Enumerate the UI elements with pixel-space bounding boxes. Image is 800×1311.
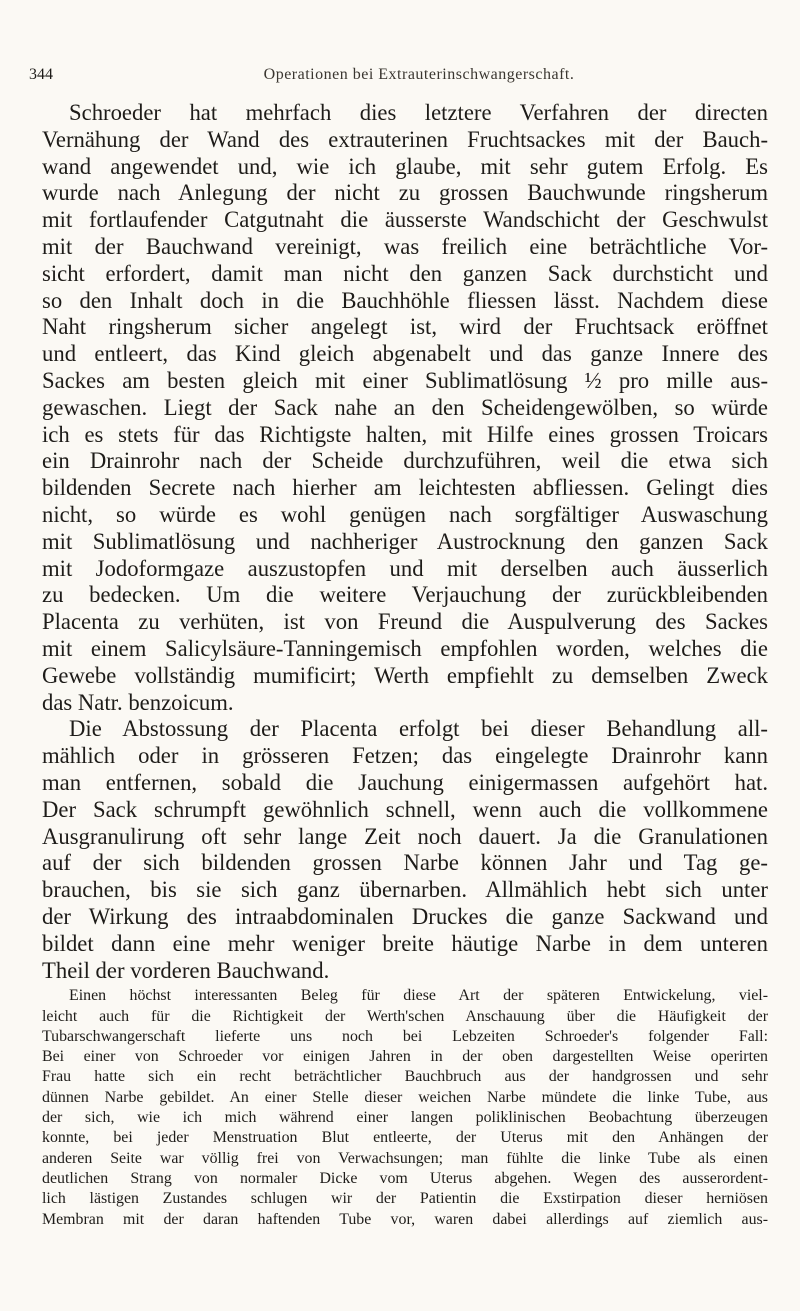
text-line: ein Drainrohr nach der Scheide durchzuführen, weil die etwa sich — [42, 448, 768, 474]
text-line: so den Inhalt doch in die Bauchhöhle fliessen lässt. Nachdem diese — [42, 287, 768, 313]
text-line: und entleert, das Kind gleich abgenabelt und das ganze Innere des — [42, 341, 768, 367]
text-line: auf der sich bildenden grossen Narbe können Jahr und Tag ge- — [42, 850, 768, 876]
text-line: Ausgranulirung oft sehr lange Zeit noch dauert. Ja die Granulationen — [42, 823, 768, 849]
footnote-line: Tubarschwangerschaft lieferte uns noch bei Lebzeiten Schroeder's folgender Fall: — [42, 1027, 768, 1045]
text-line: nicht, so würde es wohl genügen nach sorgfältiger Auswaschung — [42, 501, 768, 527]
text-line: gewaschen. Liegt der Sack nahe an den Scheidengewölben, so würde — [42, 394, 768, 420]
text-line: mit Jodoformgaze auszustopfen und mit derselben auch äusserlich — [42, 555, 768, 581]
running-title: Operationen bei Extrauterinschwangerschaft. — [263, 66, 575, 83]
footnote-line: lich lästigen Zustandes schlugen wir der Patientin die Exstirpation dieser herniösen — [42, 1190, 768, 1208]
text-line: Vernähung der Wand des extrauterinen Fruchtsackes mit der Bauch- — [42, 126, 768, 152]
footnote-line: der sich, wie ich mich während einer langen poliklinischen Beobachtung überzeugen — [42, 1109, 768, 1127]
text-line: Schroeder hat mehrfach dies letztere Verfahren der directen — [69, 100, 768, 125]
text-line: mit der Bauchwand vereinigt, was freilich eine beträchtliche Vor- — [42, 233, 768, 259]
footnote-line: leicht auch für die Richtigkeit der Werth'schen Anschauung über die Häufigkeit der — [42, 1007, 768, 1025]
text-line: Sackes am besten gleich mit einer Sublimatlösung ½ pro mille aus- — [42, 367, 768, 393]
text-line: mit fortlaufender Catgutnaht die äusserste Wandschicht der Geschwulst — [42, 207, 768, 233]
text-line: Die Abstossung der Placenta erfolgt bei dieser Behandlung all- — [69, 716, 768, 742]
page-header — [29, 66, 769, 90]
text-line: brauchen, bis sie sich ganz übernarben. Allmählich hebt sich unter — [42, 877, 768, 903]
text-line: wurde nach Anlegung der nicht zu grossen Bauchwunde ringsherum — [42, 180, 768, 206]
text-line: Placenta zu verhüten, ist von Freund die Auspulverung des Sackes — [42, 609, 768, 635]
footnote-line: Einen höchst interessanten Beleg für diese Art der späteren Entwickelung, viel- — [69, 987, 768, 1005]
text-line: der Wirkung des intraabdominalen Druckes die ganze Sackwand und — [42, 903, 768, 929]
text-line: wand angewendet und, wie ich glaube, mit sehr gutem Erfolg. Es — [42, 153, 768, 179]
text-line: Gewebe vollständig mumificirt; Werth empfiehlt zu demselben Zweck — [42, 662, 768, 688]
text-line: das Natr. benzoicum. — [42, 689, 234, 715]
footnote-line: konnte, bei jeder Menstruation Blut entleerte, der Uterus mit den Anhängen der — [42, 1129, 768, 1147]
footnote-line: dünnen Narbe gebildet. An einer Stelle dieser weichen Narbe mündete die linke Tube, aus — [42, 1088, 768, 1106]
body-text — [42, 100, 768, 1230]
text-line: bildet dann eine mehr weniger breite häutige Narbe in dem unteren — [42, 930, 768, 956]
text-line: ich es stets für das Richtigste halten, mit Hilfe eines grossen Troicars — [42, 421, 768, 447]
text-line: Der Sack schrumpft gewöhnlich schnell, wenn auch die vollkommene — [42, 796, 768, 822]
text-line: Theil der vorderen Bauchwand. — [42, 957, 330, 983]
text-line: man entfernen, sobald die Jauchung einigermassen aufgehört hat. — [42, 769, 768, 795]
footnote-line: Membran mit der daran haftenden Tube vor, waren dabei allerdings auf ziemlich aus- — [42, 1210, 768, 1228]
main-paragraphs — [42, 100, 768, 984]
text-line: Naht ringsherum sicher angelegt ist, wird der Fruchtsack eröffnet — [42, 314, 768, 340]
text-line: mit einem Salicylsäure-Tanningemisch empfohlen worden, welches die — [42, 635, 768, 661]
footnote-line: Bei einer von Schroeder vor einigen Jahren in der oben dargestellten Weise operirten — [42, 1048, 768, 1066]
text-line: bildenden Secrete nach hierher am leichtesten abfliessen. Gelingt dies — [42, 475, 768, 501]
footnote-line: anderen Seite war völlig frei von Verwachsungen; man fühlte die linke Tube als einen — [42, 1149, 768, 1167]
footnote — [42, 986, 768, 1230]
text-line: sicht erfordert, damit man nicht den ganzen Sack durchsticht und — [42, 260, 768, 286]
footnote-line: Frau hatte sich ein recht beträchtlicher Bauchbruch aus der handgrossen und sehr — [42, 1068, 768, 1086]
footnote-line: deutlichen Strang von normaler Dicke vom Uterus abgehen. Wegen des ausserordent- — [42, 1169, 768, 1187]
text-line: zu bedecken. Um die weitere Verjauchung der zurückbleibenden — [42, 582, 768, 608]
text-line: mit Sublimatlösung und nachheriger Austrocknung den ganzen Sack — [42, 528, 768, 554]
page-number: 344 — [29, 66, 53, 83]
text-line: mählich oder in grösseren Fetzen; das eingelegte Drainrohr kann — [42, 743, 768, 769]
